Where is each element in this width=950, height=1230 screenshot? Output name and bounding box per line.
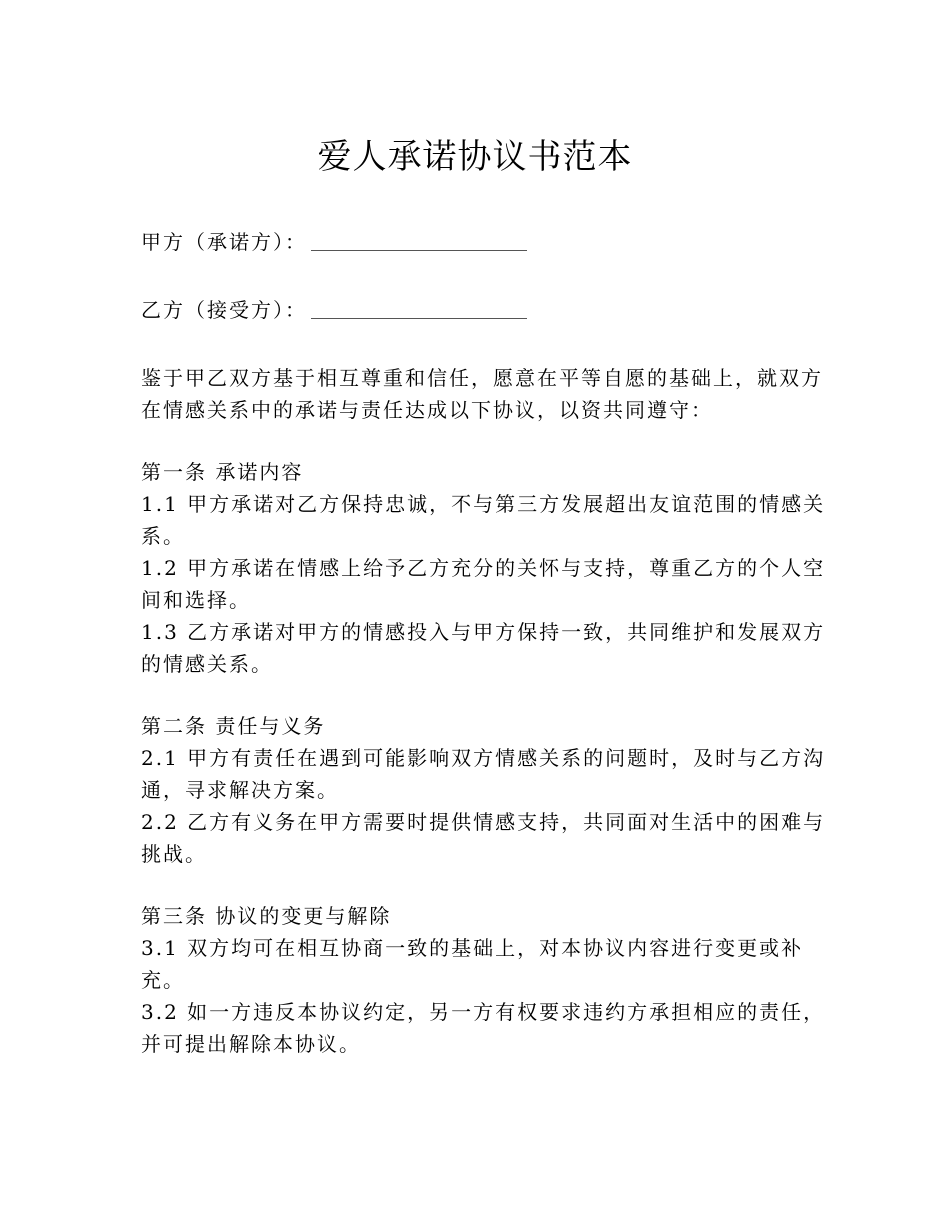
clause: 3.2 如一方违反本协议约定，另一方有权要求违约方承担相应的责任，并可提出解除本协议。: [141, 1000, 826, 1056]
clause: 1.3 乙方承诺对甲方的情感投入与甲方保持一致，共同维护和发展双方的情感关系。: [141, 620, 826, 676]
clause: 2.1 甲方有责任在遇到可能影响双方情感关系的问题时，及时与乙方沟通，寻求解决方案。: [141, 746, 826, 802]
section-1: [141, 456, 831, 680]
party-a-label: 甲方（承诺方）：: [141, 230, 307, 254]
party-b-blank[interactable]: [311, 298, 527, 319]
section-heading: 第二条 责任与义务: [141, 714, 326, 738]
section-2: [141, 710, 831, 870]
clause: 2.2 乙方有义务在甲方需要时提供情感支持，共同面对生活中的困难与挑战。: [141, 810, 826, 866]
section-heading: 第三条 协议的变更与解除: [141, 904, 392, 928]
clause: 1.1 甲方承诺对乙方保持忠诚，不与第三方发展超出友谊范围的情感关系。: [141, 492, 826, 548]
clause: 3.1 双方均可在相互协商一致的基础上，对本协议内容进行变更或补充。: [141, 936, 804, 992]
party-a-blank[interactable]: [311, 230, 527, 251]
section-3: [141, 900, 831, 1060]
section-heading: 第一条 承诺内容: [141, 460, 304, 484]
party-a-line: [141, 226, 831, 258]
document-title: 爱人承诺协议书范本: [317, 137, 633, 177]
intro-paragraph: 鉴于甲乙双方基于相互尊重和信任，愿意在平等自愿的基础上，就双方在情感关系中的承诺与责任达成以下协议，以资共同遵守：: [141, 366, 823, 422]
document-body: [141, 226, 831, 1090]
party-b-label: 乙方（接受方）：: [141, 298, 307, 322]
party-b-line: [141, 294, 831, 326]
clause: 1.2 甲方承诺在情感上给予乙方充分的关怀与支持，尊重乙方的个人空间和选择。: [141, 556, 826, 612]
